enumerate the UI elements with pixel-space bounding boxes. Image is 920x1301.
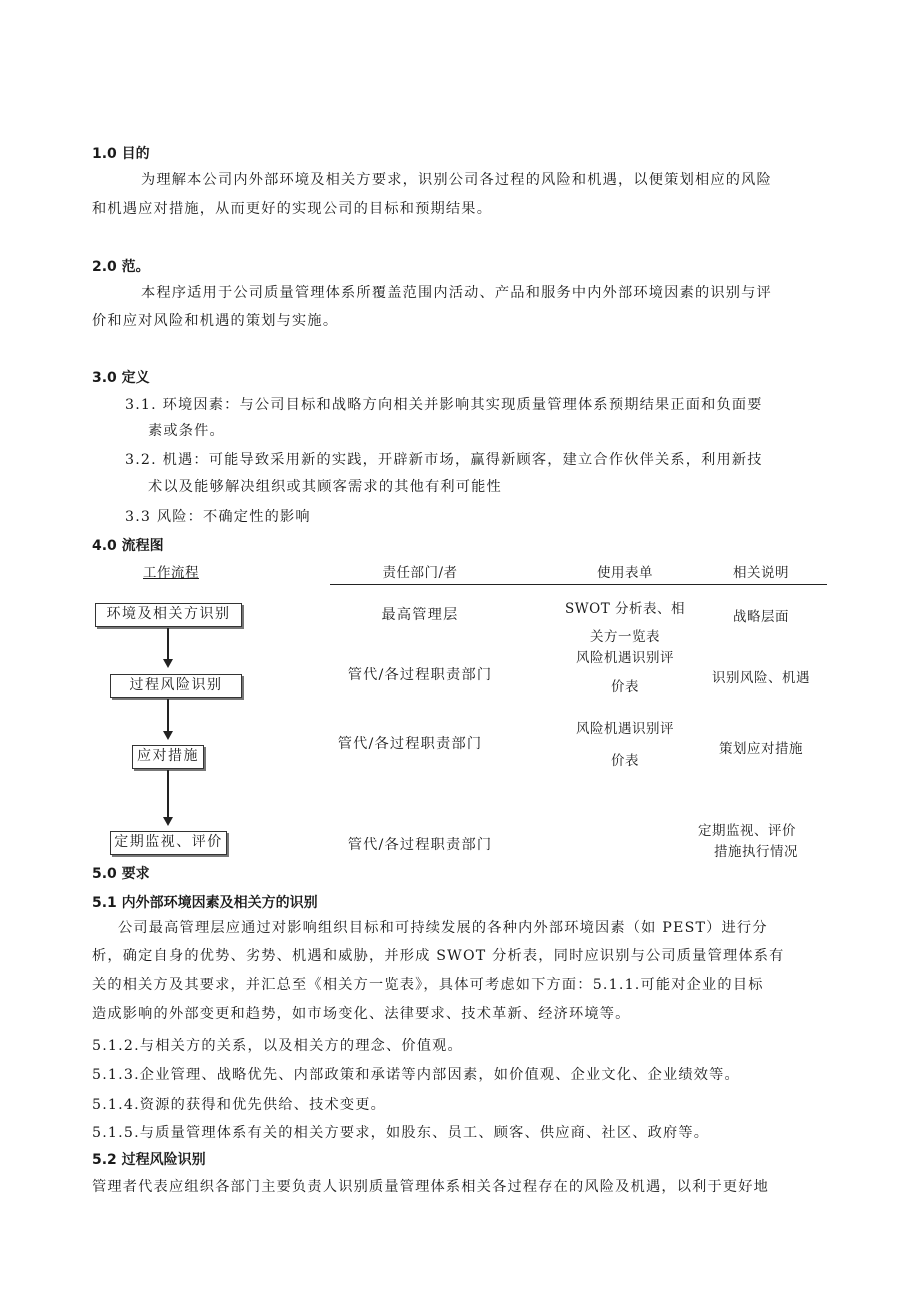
section-5-1-title: 5.1 内外部环境因素及相关方的识别	[92, 895, 318, 911]
section-5-1-para-line2: 析，确定自身的优势、劣势、机遇和威胁，并形成 SWOT 分析表，同时应识别与公司质量管理体系有	[92, 948, 785, 964]
flow-connector-1	[167, 628, 169, 662]
section-5-1-para-line3: 关的相关方及其要求，并汇总至《相关方一览表》，具体可考虑如下方面：5.1.1.可能对企业的目标	[92, 977, 764, 993]
header-note: 相关说明	[733, 565, 789, 581]
step-3-note: 策划应对措施	[719, 741, 803, 757]
header-workflow: 工作流程	[143, 565, 199, 581]
step-2-note: 识别风险、机遇	[712, 670, 810, 686]
section-5-1-para-line4: 造成影响的外部变更和趋势，如市场变化、法律要求、技术革新、经济环境等。	[92, 1006, 631, 1022]
step-2-form-line2: 价表	[611, 679, 639, 695]
section-5-title: 5.0 要求	[92, 866, 150, 882]
header-rule	[330, 584, 827, 585]
step-1-department: 最高管理层	[381, 607, 459, 623]
flow-connector-3	[167, 770, 169, 820]
step-2-department: 管代/各过程职责部门	[347, 667, 493, 683]
section-2-line2: 价和应对风险和机遇的策划与实施。	[92, 313, 339, 329]
arrow-down-icon	[163, 659, 173, 668]
step-3-form-line2: 价表	[611, 753, 639, 769]
definition-3: 3.3 风险：不确定性的影响	[125, 509, 311, 525]
step-2-form-line1: 风险机遇识别评	[576, 650, 674, 666]
step-4-note-line1: 定期监视、评价	[698, 823, 796, 839]
definition-1-line2: 素或条件。	[148, 423, 225, 439]
section-5-1-item-5: 5.1.5.与质量管理体系有关的相关方要求，如股东、员工、顾客、供应商、社区、政府等。	[92, 1125, 710, 1141]
section-4-title: 4.0 流程图	[92, 538, 164, 554]
flow-step-1-box: 环境及相关方识别	[95, 603, 242, 627]
section-1-line2: 和机遇应对措施，从而更好的实现公司的目标和预期结果。	[92, 201, 493, 217]
section-1-title: 1.0 目的	[92, 146, 150, 162]
section-3-title: 3.0 定义	[92, 370, 150, 386]
step-1-note: 战略层面	[733, 609, 789, 625]
section-5-1-item-3: 5.1.3.企业管理、战略优先、内部政策和承诺等内部因素，如价值观、企业文化、企业绩效等。	[92, 1067, 740, 1083]
section-5-1-item-4: 5.1.4.资源的获得和优先供给、技术变更。	[92, 1097, 387, 1113]
definition-2-line2: 术以及能够解决组织或其顾客需求的其他有利可能性	[148, 479, 502, 495]
section-2-line1: 本程序适用于公司质量管理体系所覆盖范围内活动、产品和服务中内外部环境因素的识别与评	[141, 285, 772, 301]
step-4-department: 管代/各过程职责部门	[347, 837, 493, 853]
flow-step-3-box: 应对措施	[132, 745, 204, 769]
definition-1-line1: 3.1. 环境因素：与公司目标和战略方向相关并影响其实现质量管理体系预期结果正面和负面要	[125, 397, 763, 413]
arrow-down-icon	[163, 817, 173, 826]
header-department: 责任部门/者	[382, 565, 458, 581]
section-5-1-para-line1: 公司最高管理层应通过对影响组织目标和可持续发展的各种内外部环境因素（如 PEST）进行分	[118, 920, 768, 936]
section-5-1-item-2: 5.1.2.与相关方的关系，以及相关方的理念、价值观。	[92, 1038, 463, 1054]
step-3-form-line1: 风险机遇识别评	[576, 721, 674, 737]
section-2-title: 2.0 范。	[92, 259, 150, 275]
step-1-form-line1: SWOT 分析表、相	[565, 601, 685, 617]
arrow-down-icon	[163, 731, 173, 740]
step-4-note-line2: 措施执行情况	[714, 844, 798, 860]
step-1-form-line2: 关方一览表	[590, 629, 660, 645]
section-5-2-para-line1: 管理者代表应组织各部门主要负责人识别质量管理体系相关各过程存在的风险及机遇，以利于更好地	[92, 1179, 770, 1195]
definition-2-line1: 3.2. 机遇：可能导致采用新的实践，开辟新市场，赢得新顾客，建立合作伙伴关系，利用新技	[125, 452, 763, 468]
section-1-line1: 为理解本公司内外部环境及相关方要求，识别公司各过程的风险和机遇，以便策划相应的风险	[141, 172, 772, 188]
flow-step-4-box: 定期监视、评价	[110, 831, 227, 855]
header-form: 使用表单	[597, 565, 653, 581]
step-3-department: 管代/各过程职责部门	[337, 736, 483, 752]
flow-step-2-box: 过程风险识别	[110, 674, 242, 698]
flow-connector-2	[167, 699, 169, 734]
section-5-2-title: 5.2 过程风险识别	[92, 1152, 206, 1168]
